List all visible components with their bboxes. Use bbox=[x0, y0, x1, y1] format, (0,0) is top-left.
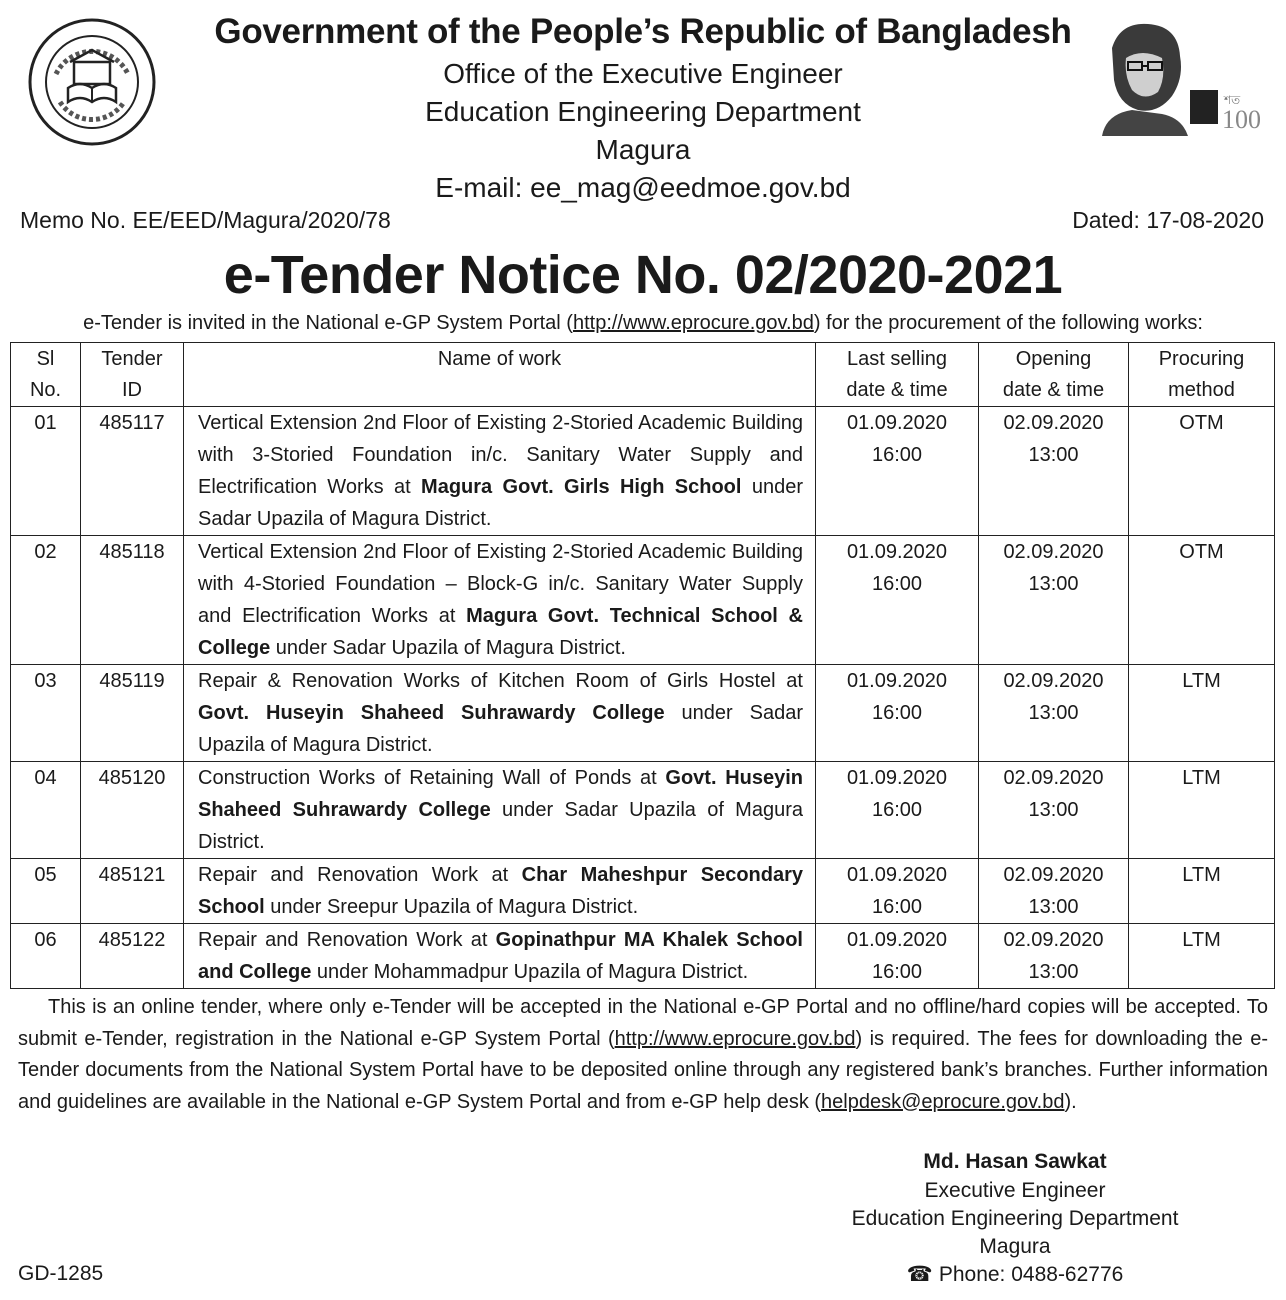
header-tender-id: Tender ID bbox=[81, 343, 184, 407]
signatory-title: Executive Engineer bbox=[924, 1179, 1106, 1202]
footer-paragraph bbox=[18, 992, 1268, 1118]
signatory-phone bbox=[840, 1261, 1190, 1289]
row-opening: 02.09.2020 13:00 bbox=[979, 536, 1129, 665]
office-name: Office of the Executive Engineer bbox=[443, 58, 843, 89]
row-tender-id: 485120 bbox=[81, 762, 184, 859]
svg-text:100: 100 bbox=[1222, 105, 1261, 134]
row-procuring-method: LTM bbox=[1129, 859, 1275, 924]
row-procuring-method: OTM bbox=[1129, 536, 1275, 665]
table-row bbox=[11, 665, 1275, 762]
row-name-of-work: Repair & Renovation Works of Kitchen Room of Girls Hostel at Govt. Huseyin Shaheed Suhrawardy College under Sadar Upazila of Magura District. bbox=[184, 665, 816, 762]
eprocure-link[interactable]: http://www.eprocure.gov.bd bbox=[572, 312, 814, 334]
intro-post: ) for the procurement of the following works: bbox=[813, 312, 1203, 334]
row-tender-id: 485118 bbox=[81, 536, 184, 665]
gd-number: GD-1285 bbox=[18, 1262, 104, 1285]
row-opening: 02.09.2020 13:00 bbox=[979, 924, 1129, 989]
institution-name: Magura Govt. Girls High School bbox=[421, 476, 742, 498]
row-procuring-method: LTM bbox=[1129, 924, 1275, 989]
row-last-selling: 01.09.2020 16:00 bbox=[816, 536, 979, 665]
signatory-name: Md. Hasan Sawkat bbox=[923, 1150, 1107, 1173]
signatory-city: Magura bbox=[979, 1235, 1051, 1258]
footer-text-3: ). bbox=[1064, 1090, 1077, 1113]
institution-name: Magura Govt. Technical School & College bbox=[198, 605, 803, 659]
header-last-selling: Last selling date & time bbox=[816, 343, 979, 407]
header-sl: Sl No. bbox=[11, 343, 81, 407]
department-name: Education Engineering Department bbox=[425, 96, 861, 127]
row-opening: 02.09.2020 13:00 bbox=[979, 665, 1129, 762]
row-sl: 03 bbox=[11, 665, 81, 762]
email-line: E-mail: ee_mag@eedmoe.gov.bd bbox=[435, 172, 851, 203]
row-tender-id: 485117 bbox=[81, 407, 184, 536]
institution-name: Gopinathpur MA Khalek School and College bbox=[198, 929, 803, 983]
row-last-selling: 01.09.2020 16:00 bbox=[816, 924, 979, 989]
row-sl: 06 bbox=[11, 924, 81, 989]
row-sl: 02 bbox=[11, 536, 81, 665]
row-procuring-method: LTM bbox=[1129, 762, 1275, 859]
notice-date: Dated: 17-08-2020 bbox=[1072, 207, 1264, 233]
phone-number: Phone: 0488-62776 bbox=[938, 1263, 1124, 1286]
row-tender-id: 485119 bbox=[81, 665, 184, 762]
government-heading: Government of the People’s Republic of Bangladesh bbox=[214, 12, 1072, 51]
row-name-of-work: Vertical Extension 2nd Floor of Existing 2-Storied Academic Building with 3-Storied Foundation in/c. Sanitary Water Supply and Electrification Works at Magura Govt. Girls High School under Sadar Upazila of Magura District. bbox=[184, 407, 816, 536]
city-name: Magura bbox=[595, 134, 691, 165]
row-tender-id: 485122 bbox=[81, 924, 184, 989]
table-row bbox=[11, 924, 1275, 989]
row-procuring-method: OTM bbox=[1129, 407, 1275, 536]
helpdesk-email-link[interactable]: helpdesk@eprocure.gov.bd bbox=[821, 1090, 1065, 1113]
row-sl: 01 bbox=[11, 407, 81, 536]
row-opening: 02.09.2020 13:00 bbox=[979, 859, 1129, 924]
row-opening: 02.09.2020 13:00 bbox=[979, 407, 1129, 536]
table-header-row bbox=[11, 343, 1275, 407]
row-last-selling: 01.09.2020 16:00 bbox=[816, 665, 979, 762]
header-procuring-method: Procuring method bbox=[1129, 343, 1275, 407]
institution-name: Govt. Huseyin Shaheed Suhrawardy College bbox=[198, 702, 665, 724]
table-row bbox=[11, 407, 1275, 536]
footer-text-1: This is an online tender, where only e-Tender will be accepted in the National e-GP Portal and no offline/hard copies will be accepted. To submit e-Tender, registration in the National e-GP System Portal ( bbox=[18, 996, 1268, 1050]
table-row bbox=[11, 859, 1275, 924]
row-sl: 04 bbox=[11, 762, 81, 859]
table-row bbox=[11, 536, 1275, 665]
institution-name: Govt. Huseyin Shaheed Suhrawardy College bbox=[198, 767, 804, 821]
tender-table bbox=[10, 342, 1275, 989]
row-name-of-work: Repair and Renovation Work at Gopinathpur MA Khalek School and College under Mohammadpur Upazila of Magura District. bbox=[184, 924, 816, 989]
row-last-selling: 01.09.2020 16:00 bbox=[816, 762, 979, 859]
table-row bbox=[11, 762, 1275, 859]
row-name-of-work: Vertical Extension 2nd Floor of Existing 2-Storied Academic Building with 4-Storied Foundation – Block-G in/c. Sanitary Water Supply and Electrification Works at Magura Govt. Technical School & College under Sadar Upazila of Magura District. bbox=[184, 536, 816, 665]
footer-eprocure-link[interactable]: http://www.eprocure.gov.bd bbox=[614, 1027, 856, 1050]
memo-number: Memo No. EE/EED/Magura/2020/78 bbox=[20, 207, 391, 233]
notice-title: e-Tender Notice No. 02/2020-2021 bbox=[223, 245, 1063, 305]
row-sl: 05 bbox=[11, 859, 81, 924]
header-name-of-work: Name of work bbox=[184, 343, 816, 407]
intro-pre: e-Tender is invited in the National e-GP System Portal ( bbox=[83, 312, 573, 334]
row-tender-id: 485121 bbox=[81, 859, 184, 924]
row-name-of-work: Construction Works of Retaining Wall of Ponds at Govt. Huseyin Shaheed Suhrawardy College under Sadar Upazila of Magura District. bbox=[184, 762, 816, 859]
institution-name: Char Maheshpur Secondary School bbox=[198, 864, 804, 918]
phone-icon: ☎ bbox=[906, 1263, 933, 1286]
row-name-of-work: Repair and Renovation Work at Char Maheshpur Secondary School under Sreepur Upazila of Magura District. bbox=[184, 859, 816, 924]
eed-emblem-icon bbox=[26, 16, 158, 148]
row-procuring-method: LTM bbox=[1129, 665, 1275, 762]
header-opening: Opening date & time bbox=[979, 343, 1129, 407]
row-last-selling: 01.09.2020 16:00 bbox=[816, 407, 979, 536]
footer-text-2: ) is required. The fees for downloading the e-Tender documents from the National System Portal have to be deposited online through any registered bank’s branches. Further information and guidelines are available in the National e-GP System Portal and from e-GP help desk ( bbox=[18, 1027, 1268, 1113]
row-opening: 02.09.2020 13:00 bbox=[979, 762, 1129, 859]
tender-rows bbox=[11, 407, 1275, 989]
svg-text:শত: শত bbox=[1224, 93, 1241, 107]
signatory-department: Education Engineering Department bbox=[851, 1207, 1179, 1230]
row-last-selling: 01.09.2020 16:00 bbox=[816, 859, 979, 924]
intro-text bbox=[0, 310, 1286, 336]
